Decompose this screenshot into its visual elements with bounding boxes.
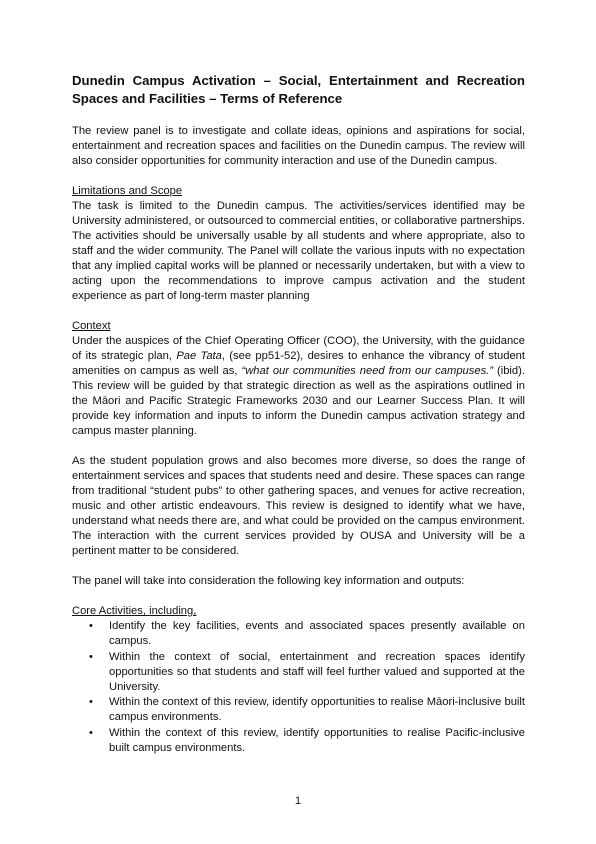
panel-paragraph: The panel will take into consideration the following key information and outputs: [72,575,465,587]
context-paragraph-2: As the student population grows and also becomes more diverse, so does the range of entertainment services and spaces that students need and desire. These spaces can range from traditional “student pubs” to other gathering spaces, and venues for active recreation, music and other artistic endeavours. This review is designed to identify what we have, understand what needs there are, and what could be provided on the campus environment. The interaction with the current services provided by OUSA and University will be a pertinent matter to be considered. [72,455,525,557]
core-activities-heading: Core Activities, including, [72,605,197,617]
list-item: • Within the context of social, entertainment and recreation spaces identify opportunities so that students and staff will feel further valued and supported at the University. [89,650,525,693]
panel-section [72,574,525,589]
list-item: • Identify the key facilities, events and associated spaces presently available on campus. [89,620,525,647]
limitations-section [72,184,525,304]
bullet-icon: • [89,650,93,663]
document-title: Dunedin Campus Activation – Social, Entertainment and Recreation Spaces and Facilities – Terms of Reference [72,73,525,106]
list-item: • Within the context of this review, identify opportunities to realise Māori-inclusive built campus environments. [89,696,525,723]
limitations-paragraph: The task is limited to the Dunedin campus. The activities/services identified may be University administered, or outsourced to commercial entities, or collaborative partnerships. The activities should be universally usable by all students and where appropriate, also to staff and the wider community. The Panel will collate the various inputs with no expectation that any implied capital works will be planned or necessarily undertaken, but with a view to acting upon the recommendations to improve campus activation and the student experience as part of long-term master planning [72,200,525,302]
context-text-a: Under the auspices of the Chief Operating Officer (COO), the University, with the guidance of its strategic plan, [72,335,525,362]
intro-section [72,124,525,169]
context-paragraph-1 [72,334,525,439]
list-item: • Within the context of this review, identify opportunities to realise Pacific-inclusive built campus environments. [89,726,525,754]
bullet-icon: • [89,696,93,708]
context-text-e: (ibid). This review will be guided by that strategic direction as well as the aspirations outlined in the Māori and Pacific Strategic Frameworks 2030 and our Learner Success Plan. It will provide key information and inputs to inform the Dunedin campus activation strategy and campus master planning. [72,365,525,437]
document-page [72,72,525,756]
pae-tata-reference: Pae Tata [176,350,222,362]
limitations-heading: Limitations and Scope [72,185,183,197]
bullet-icon: • [89,620,93,632]
page-number: 1 [294,795,302,807]
core-activities-section [72,604,525,756]
core-activities-list [72,619,525,756]
communities-quote: “what our communities need from our campuses.” [241,365,493,377]
context-section [72,319,525,439]
diversity-section [72,454,525,559]
context-heading: Context [72,320,111,332]
intro-paragraph: The review panel is to investigate and collate ideas, opinions and aspirations for social, entertainment and recreation spaces and facilities on the Dunedin campus. The review will also consider opportunities for community interaction and use of the Dunedin campus. [72,125,525,167]
bullet-icon: • [89,726,93,739]
context-text-c: , (see pp51-52), desires to enhance the vibrancy of student amenities on campus as well as, [72,350,526,377]
